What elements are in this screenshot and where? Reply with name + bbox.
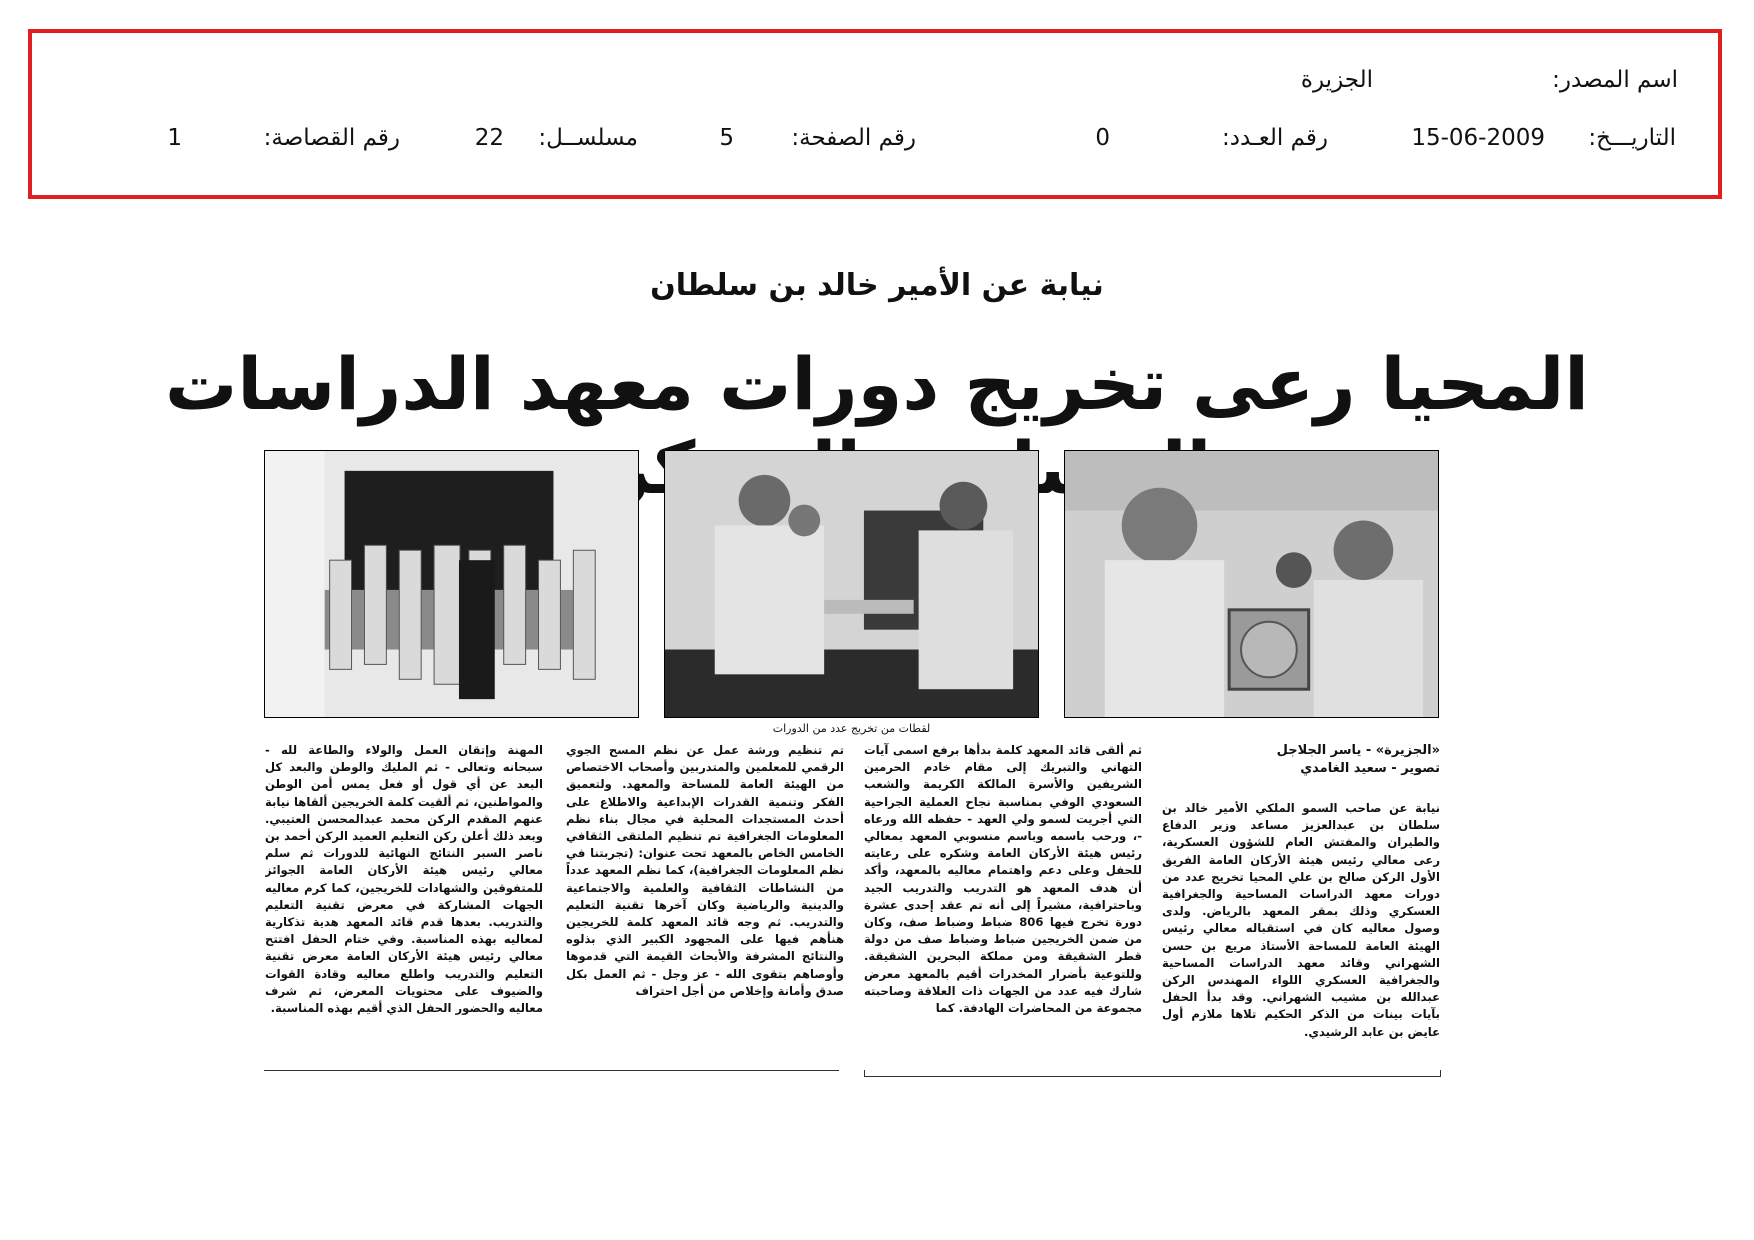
photo-group (264, 450, 639, 718)
source-label: اسم المصدر: (1552, 67, 1678, 93)
photo-caption: لقطات من تخريج عدد من الدورات (772, 722, 931, 735)
page-value: 5 (719, 125, 734, 151)
rule-tick-right (1440, 1070, 1441, 1076)
clipping-metadata-box (28, 29, 1722, 199)
article-column-1: نيابة عن صاحب السمو الملكي الأمير خالد بن سلطان بن عبدالعزيز مساعد وزير الدفاع والطيران والمفتش العام للشؤون العسكرية، رعى معالي رئيس هيئة الأركان العامة الفريق الأول الركن صالح بن علي المحيا تخريج عدد من دورات معهد الدراسات المساحية والجغرافية العسكري وذلك بمقر المعهد بالرياض. ولدى وصول معاليه كان في استقباله معالي رئيس الهيئة العامة للمساحة الأستاذ مريع بن حسن الشهراني وقائد معهد الدراسات المساحية والجغرافية العسكري اللواء المهندس الركن عبدالله بن مشيب الشهراني. وقد بدأ الحفل بآيات بينات من الذكر الحكيم تلاها ملازم أول عايض بن عابد الرشيدي. (1162, 801, 1440, 1039)
issue-value: 0 (1095, 125, 1110, 151)
serial-label: مسلســل: (538, 125, 638, 151)
article-headline: المحيا رعى تخريج دورات معهد الدراسات المساحية (165, 342, 1589, 510)
byline-reporter: «الجزيرة» - ياسر الجلاجل (1276, 743, 1440, 758)
date-label: التاريـــخ: (1588, 125, 1676, 151)
article-column-4: المهنة وإتقان العمل والولاء والطاعة لله - سبحانه وتعالى - ثم المليك والوطن والبعد كل البعد عن أي قول أو فعل يمس أمن الوطن والمواطنين، ثم ألقيت كلمة الخريجين ألقاها نيابة عنهم المقدم الركن محمد عبدالمحسن العتيبي. وبعد ذلك أعلن ركن التعليم العميد الركن أحمد بن ناصر السبر النتائج النهائية للدورات ثم سلم معالي رئيس هيئة الأركان العامة الجوائز للمتفوقين والشهادات للخريجين، كما كرم معاليه الجهات المشاركة في معرض تقنية التعليم والتدريب. بعدها قدم قائد المعهد هدية تذكارية لمعاليه بهذه المناسبة. وفي ختام الحفل افتتح معالي رئيس هيئة الأركان العامة معرض تقنية التعليم والتدريب واطلع معاليه وقادة القوات والضيوف على محتويات المعرض، ثم شرف معاليه والحضور الحفل الذي أقيم بهذه المناسبة. (265, 743, 543, 1016)
article-column-3: تم تنظيم ورشة عمل عن نظم المسح الجوي الرقمي للمعلمين والمتدربين وأصحاب الاختصاص من الهيئة العامة للمساحة والمعهد. ولتعميق الفكر وتنمية القدرات الإبداعية والاطلاع على أحدث المستجدات المحلية في مجال بناء نظم المعلومات الجغرافية تم تنظيم الملتقى الثقافي الخامس الخاص بالمعهد تحت عنوان: (تجربتنا في نظم المعلومات الجغرافية)، كما نظم المعهد عدداً من النشاطات الثقافية والعلمية والاجتماعية والدينية والرياضية وكان آخرها تقنية التعليم والتدريب. ثم وجه قائد المعهد كلمة للخريجين هنأهم فيها على المجهود الكبير الذي بذلوه والنتائج المشرفة والأبحاث القيمة التي قدموها وأوصاهم بتقوى الله - عز وجل - ثم العمل بكل صدق وأمانة وإخلاص من أجل احتراف (566, 743, 844, 998)
clip-number-label: رقم القصاصة: (263, 125, 400, 151)
bottom-rule-left (264, 1070, 839, 1071)
photo-handshake (664, 450, 1039, 718)
bottom-rule-right (864, 1076, 1441, 1077)
page-label: رقم الصفحة: (791, 125, 916, 151)
photo-plaque-presentation (1064, 450, 1439, 718)
clip-number-value: 1 (167, 125, 182, 151)
issue-label: رقم العـدد: (1221, 125, 1328, 151)
serial-value: 22 (474, 125, 504, 151)
source-value: الجزيرة (1300, 67, 1373, 93)
article-kicker: نيابة عن الأمير خالد بن سلطان (650, 268, 1104, 303)
rule-tick-left (864, 1070, 865, 1076)
date-value: 15-06-2009 (1411, 125, 1545, 151)
article-column-2: ثم ألقى قائد المعهد كلمة بدأها برفع اسمى آيات التهاني والتبريك إلى مقام خادم الحرمين الشريفين والأسرة المالكة الكريمة والشعب السعودي الوفي بمناسبة نجاح العملية الجراحية التي أجريت لسمو ولي العهد - حفظه الله ورعاه -، ورحب باسمه وباسم منسوبي المعهد بمعالي رئيس هيئة الأركان العامة وشكره على رعايته للحفل وعلى دعم واهتمام معاليه بالمعهد، وأكد أن هدف المعهد هو التدريب والتدريب الجيد وباحترافية، مشيراً إلى أنه تم عقد إحدى عشرة دورة تخرج فيها 806 ضباط وضباط صف، وكان من ضمن الخريجين ضباط وضباط صف من دولة قطر الشقيقة ومن مملكة البحرين الشقيقة. وللتوعية بأضرار المخدرات أقيم بالمعهد معرض شارك فيه عدد من الجهات ذات العلاقة وصاحبته مجموعة من المحاضرات الهادفة. كما (864, 743, 1142, 1016)
byline-photographer: تصوير - سعيد الغامدي (1300, 761, 1440, 776)
